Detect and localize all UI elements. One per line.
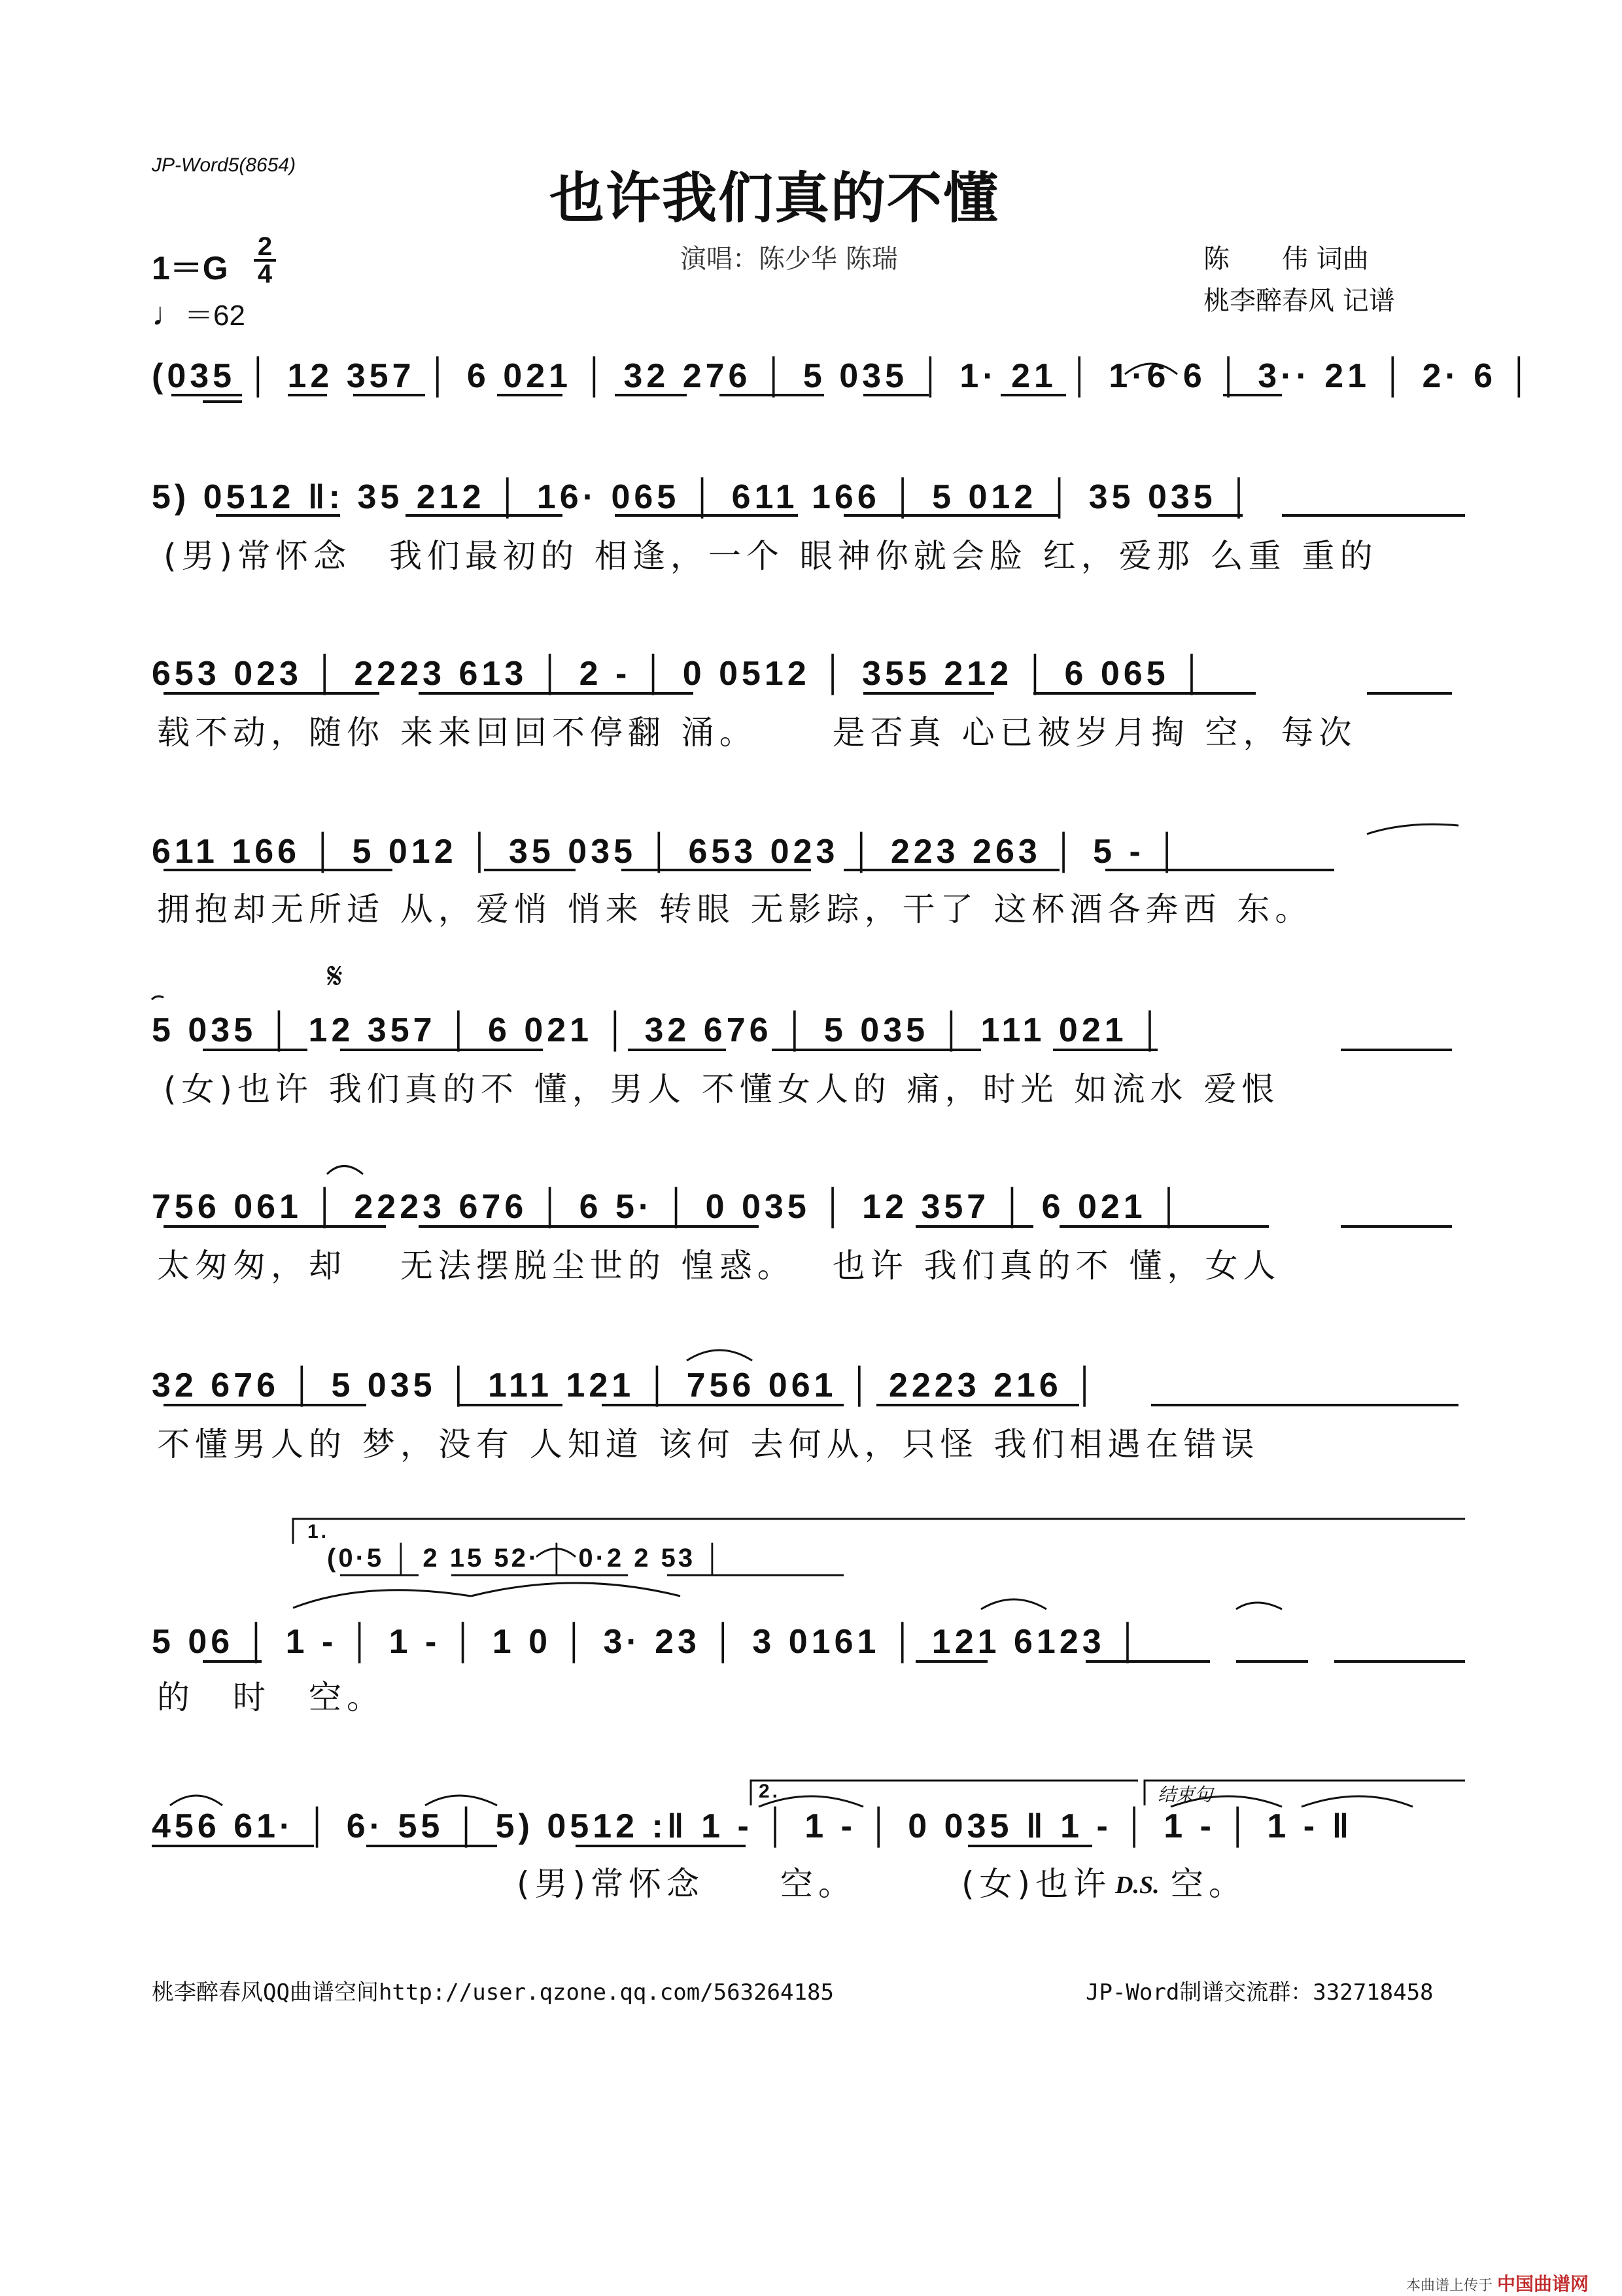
ending-label: 结束句 [1158,1784,1213,1805]
footer-left-link[interactable]: 桃李醉春风QQ曲谱空间http://user.qzone.qq.com/563264185 [152,1979,834,2006]
score-line-4-lyrics: 拥抱却无所适 从，爱悄 悄来 转眼 无影踪，干了 这杯酒各奔西 东。 [157,890,1313,928]
score-line-7-notes: 32 676 │ 5 035 │ 111 121 │ 756 061 │ 2223 216 │ [152,1366,1101,1404]
score-line-8-lyrics: 的 时 空。 [157,1679,385,1716]
volta-2-label: 2. [759,1781,781,1802]
score-line-8-upper-notes: (0·5 │ 2 15 52· │ 0·2 2 53 │ [327,1544,725,1573]
score-line-9-female-lyrics: (女)也许 [961,1865,1112,1903]
score-line-7-lyrics: 不懂男人的 梦，没有 人知道 该何 去何从，只怪 我们相遇在错误 [157,1425,1260,1463]
upload-stamp [1406,2270,1589,2296]
score-line-1-notes: (035 │ 12 357 │ 6 021 │ 32 276 │ 5 035 │ 1· 21 │ 1·6 6 │ 3·· 21 │ 2· 6 │ [152,357,1536,395]
score-line-2-lyrics: (男)常怀念 我们最初的 相逢，一个 眼神你就会脸 红，爱那 么重 重的 [164,537,1378,575]
software-tag: JP-Word5(8654) [152,154,296,176]
tempo-value: ＝62 [184,300,245,332]
transcriber-credit: 桃李醉春风 记谱 [1203,286,1395,316]
score-line-3-notes: 653 023 │ 2223 613 │ 2 - │ 0 0512 │ 355 212 │ 6 065 │ [152,655,1208,693]
footer-right-group: JP-Word制谱交流群：332718458 [1086,1979,1434,2006]
meter-denominator: 4 [257,260,273,288]
score-line-5-notes: 5 035 │ 12 357 │ 6 021 │ 32 676 │ 5 035 │ 111 021 │ [152,1011,1166,1049]
stamp-text: 本曲谱上传于 [1406,2278,1493,2294]
score-line-4-notes: 611 166 │ 5 012 │ 35 035 │ 653 023 │ 223 263 │ 5 - │ [152,833,1183,871]
meter-numerator: 2 [257,232,273,261]
score-line-3-lyrics: 载不动，随你 来来回回不停翻 涌。 是否真 心已被岁月掏 空，每次 [157,714,1357,752]
score-line-9-male-lyrics: (男)常怀念 空。 [517,1865,857,1903]
score-line-5-lyrics: (女)也许 我们真的不 懂，男人 不懂女人的 痛，时光 如流水 爱恨 [164,1070,1280,1108]
quarter-note-icon: ♩ [152,296,184,332]
score-line-9-notes: 456 61· │ 6· 55 │ 5) 0512 :‖ 1 - │ 1 - │ 0 035 ‖ 1 - │ 1 - │ 1 - ‖ [152,1807,1353,1845]
composer-credit: 陈 伟 词曲 [1203,244,1369,274]
score-line-6-lyrics: 太匆匆，却 无法摆脱尘世的 惶惑。 也许 我们真的不 懂，女人 [157,1247,1281,1285]
segno-icon: 𝄋 [327,955,343,998]
score-line-6-notes: 756 061 │ 2223 676 │ 6 5· │ 0 035 │ 12 357 │ 6 021 │ [152,1188,1185,1226]
score-line-2-notes: 5) 0512 ‖: 35 212 │ 16· 065 │ 611 166 │ 5 012 │ 35 035 │ [152,478,1255,516]
dal-segno-mark: D.S. [1115,1871,1160,1899]
song-title: 也许我们真的不懂 [549,165,1000,230]
singers: 演唱：陈少华 陈瑞 [680,244,898,274]
key-signature: 1＝G [152,250,228,287]
site-logo[interactable]: 中国曲谱网 [1497,2273,1589,2295]
score-line-8-notes: 5 06 │ 1 - │ 1 - │ 1 0 │ 3· 23 │ 3 0161 │ 121 6123 │ [152,1623,1144,1661]
volta-1-label: 1. [307,1521,330,1542]
score-line-9-end-lyrics: 空。 [1171,1865,1247,1903]
